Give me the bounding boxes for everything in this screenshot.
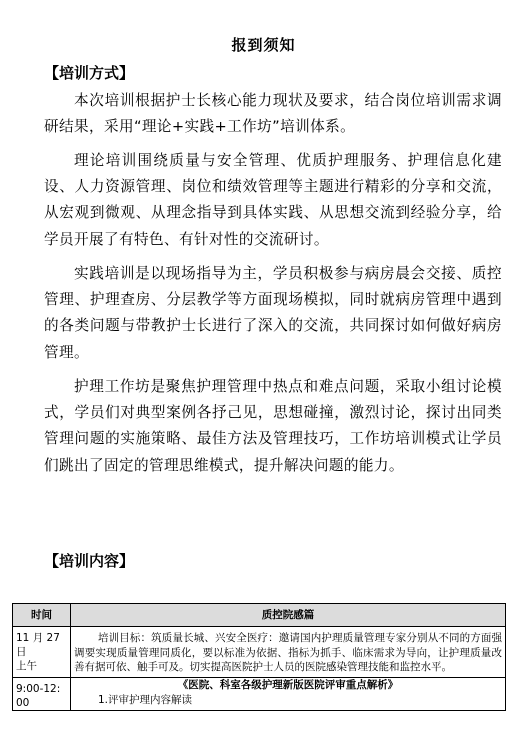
header-time: 时间 (13, 604, 71, 627)
table-row (13, 677, 506, 710)
session-time-line: 00 (16, 696, 30, 709)
session-cell (71, 677, 506, 710)
day-line: 11 月 27 (16, 632, 60, 644)
schedule-table (12, 603, 506, 711)
paragraph-intro: 本次培训根据护士长核心能力现状及要求，结合岗位培训需求调研结果，采用“理论+实践+工作坊”培训体系。 (44, 92, 502, 136)
paragraph-workshop: 护理工作坊是聚焦护理管理中热点和难点问题，采取小组讨论模式，学员们对典型案例各抒己见，思想碰撞，激烈讨论，探讨出同类管理问题的实施策略、最佳方法及管理技巧，工作坊培训模式让学员们跳出了固定的管理思维模式，提升解决问题的能力。 (44, 378, 502, 474)
day-cell (13, 627, 71, 678)
document-title: 报到须知 (231, 36, 296, 54)
day-line: 上午 (16, 660, 37, 672)
session-item: 1.评审护理内容解读 (98, 693, 193, 706)
section-heading-training-content: 【培训内容】 (44, 552, 135, 570)
session-time-cell (13, 677, 71, 710)
paragraph-theory: 理论培训围绕质量与安全管理、优质护理服务、护理信息化建设、人力资源管理、岗位和绩效管理等主题进行精彩的分享和交流，从宏观到微观、从理念指导到具体实践、从思想交流到经验分享，给学员开展了有特色、有针对性的交流研讨。 (44, 152, 502, 248)
schedule-header-row (13, 604, 506, 627)
session-time-line: 9:00-12: (16, 682, 61, 695)
header-content: 质控院感篇 (71, 604, 506, 627)
section-heading-training-method: 【培训方式】 (44, 64, 135, 82)
paragraph-practice: 实践培训是以现场指导为主，学员积极参与病房晨会交接、质控管理、护理查房、分层教学等方面现场模拟，同时就病房管理中遇到的各类问题与带教护士长进行了深入的交流，共同探讨如何做好病房管理。 (44, 265, 502, 361)
day-line: 日 (16, 646, 27, 658)
table-row (13, 627, 506, 678)
training-goal: 培训目标：筑质量长城、兴安全医疗：邀请国内护理质量管理专家分别从不同的方面强调要实现质量管理同质化，要以标准为依据、指标为抓手、临床需求为导向，让护理质量改善有据可依、触手可及。切实提高医院护士人员的医院感染管理技能和监控水平。 (71, 627, 506, 678)
session-title: 《医院、科室各级护理新版医院评审重点解析》 (177, 678, 399, 691)
